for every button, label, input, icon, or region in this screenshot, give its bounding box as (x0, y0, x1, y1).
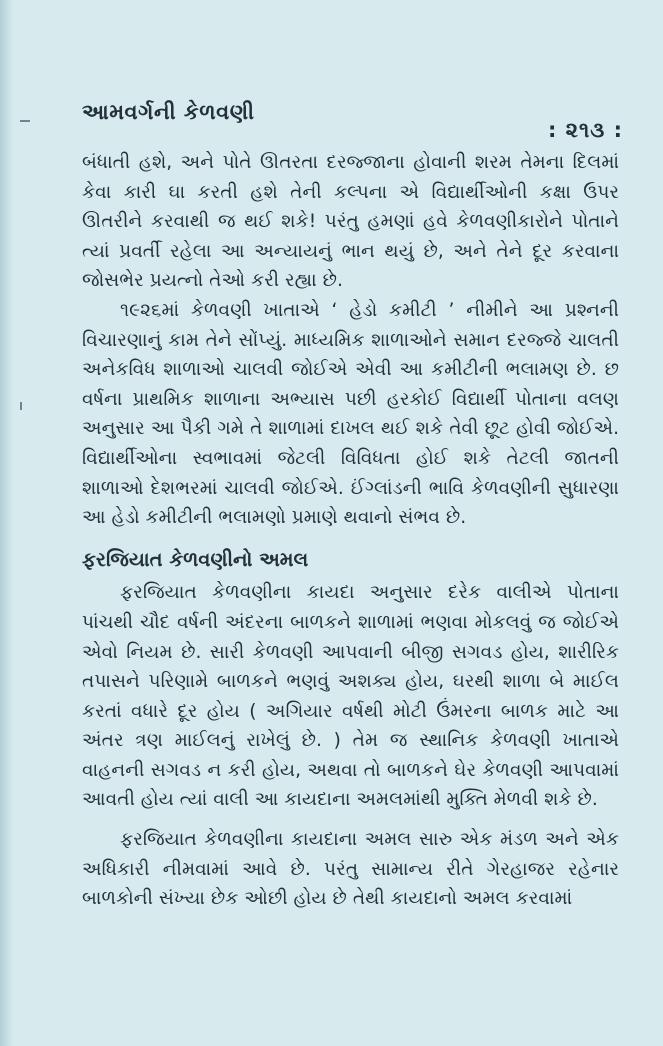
paragraph: ૧૯૨૬માં કેળવણી ખાતાએ ‘ હેડો કમીટી ’ નીમીને આ પ્રશ્નની વિચારણાનું કામ તેને સોંપ્યું. માધ્યમિક શાળાઓને સમાન દરજ્જે ચાલતી અનેકવિધ શાળાઓ ચાલવી જોઈએ એવી આ કમીટીની ભલામણ છે. છ વર્ષના પ્રાથમિક શાળાના અભ્યાસ પછી હરકોઈ વિદ્યાર્થી પોતાના વલણ અનુસાર આ પૈકી ગમે તે શાળામાં દાખલ થઈ શકે તેવી છૂટ હોવી જોઈએ. વિદ્યાર્થીઓના સ્વભાવમાં જેટલી વિવિધતા હોઈ શકે તેટલી જાતની શાળાઓ દેશભરમાં ચાલવી જોઈએ. ઈંગ્લાંડની ભાવિ કેળવણીની સુધારણા આ હેડો કમીટીની ભલામણો પ્રમાણે થવાનો સંભવ છે. (82, 299, 619, 529)
running-title: આમવર્ગની કેળવણી (82, 100, 255, 124)
body-text (82, 148, 619, 914)
page-number: : ૨૧૩ : (547, 118, 623, 142)
paragraph: બંધાતી હશે, અને પોતે ઊતરતા દરજ્જાના હોવાની શરમ તેમના દિલમાં કેવા કારી ઘા કરતી હશે તેની કલ્પના એ વિદ્યાર્થીઓની કક્ષા ઉપર ઊતરીને કરવાથી જ થઈ શકે! પરંતુ હમણાં હવે કેળવણીકારોને પોતાને ત્યાં પ્રવર્તી રહેલા આ અન્યાયનું ભાન થયું છે, અને તેને દૂર કરવાના જોસભેર પ્રયત્નો તેઓ કરી રહ્યા છે. (82, 152, 619, 292)
paragraph-gap (82, 815, 619, 825)
paragraph: ફરજિયાત કેળવણીના કાયદાના અમલ સારુ એક મંડળ અને એક અધિકારી નીમવામાં આવે છે. પરંતુ સામાન્ય રીતે ગેરહાજર રહેનાર બાળકોની સંખ્યા છેક ઓછી હોય છે તેથી કાયદાનો અમલ કરવામાં (82, 829, 619, 910)
page-header (82, 100, 623, 140)
margin-mark (20, 120, 30, 122)
paragraph: ફરજિયાત કેળવણીના કાયદા અનુસાર દરેક વાલીએ પોતાના પાંચથી ચૌદ વર્ષની અંદરના બાળકને શાળામાં ભણવા મોકલવું જ જોઈએ એવો નિયમ છે. સારી કેળવણી આપવાની બીજી સગવડ હોય, શારીરિક તપાસને પરિણામે બાળકને ભણવું અશક્ય હોય, ઘરથી શાળા બે માઈલ કરતાં વધારે દૂર હોય ( અગિયાર વર્ષથી મોટી ઉંમરના બાળક માટે આ અંતર ત્રણ માઈલનું રાખેલું છે. ) તેમ જ સ્થાનિક કેળવણી ખાતાએ વાહનની સગવડ ન કરી હોય, અથવા તો બાળકને ઘેર કેળવણી આપવામાં આવતી હોય ત્યાં વાલી આ કાયદાના અમલમાંથી મુક્તિ મેળવી શકે છે. (82, 582, 619, 811)
margin-mark (20, 402, 22, 410)
section-heading: ફરજિયાત કેળવણીનો અમલ (82, 547, 309, 571)
